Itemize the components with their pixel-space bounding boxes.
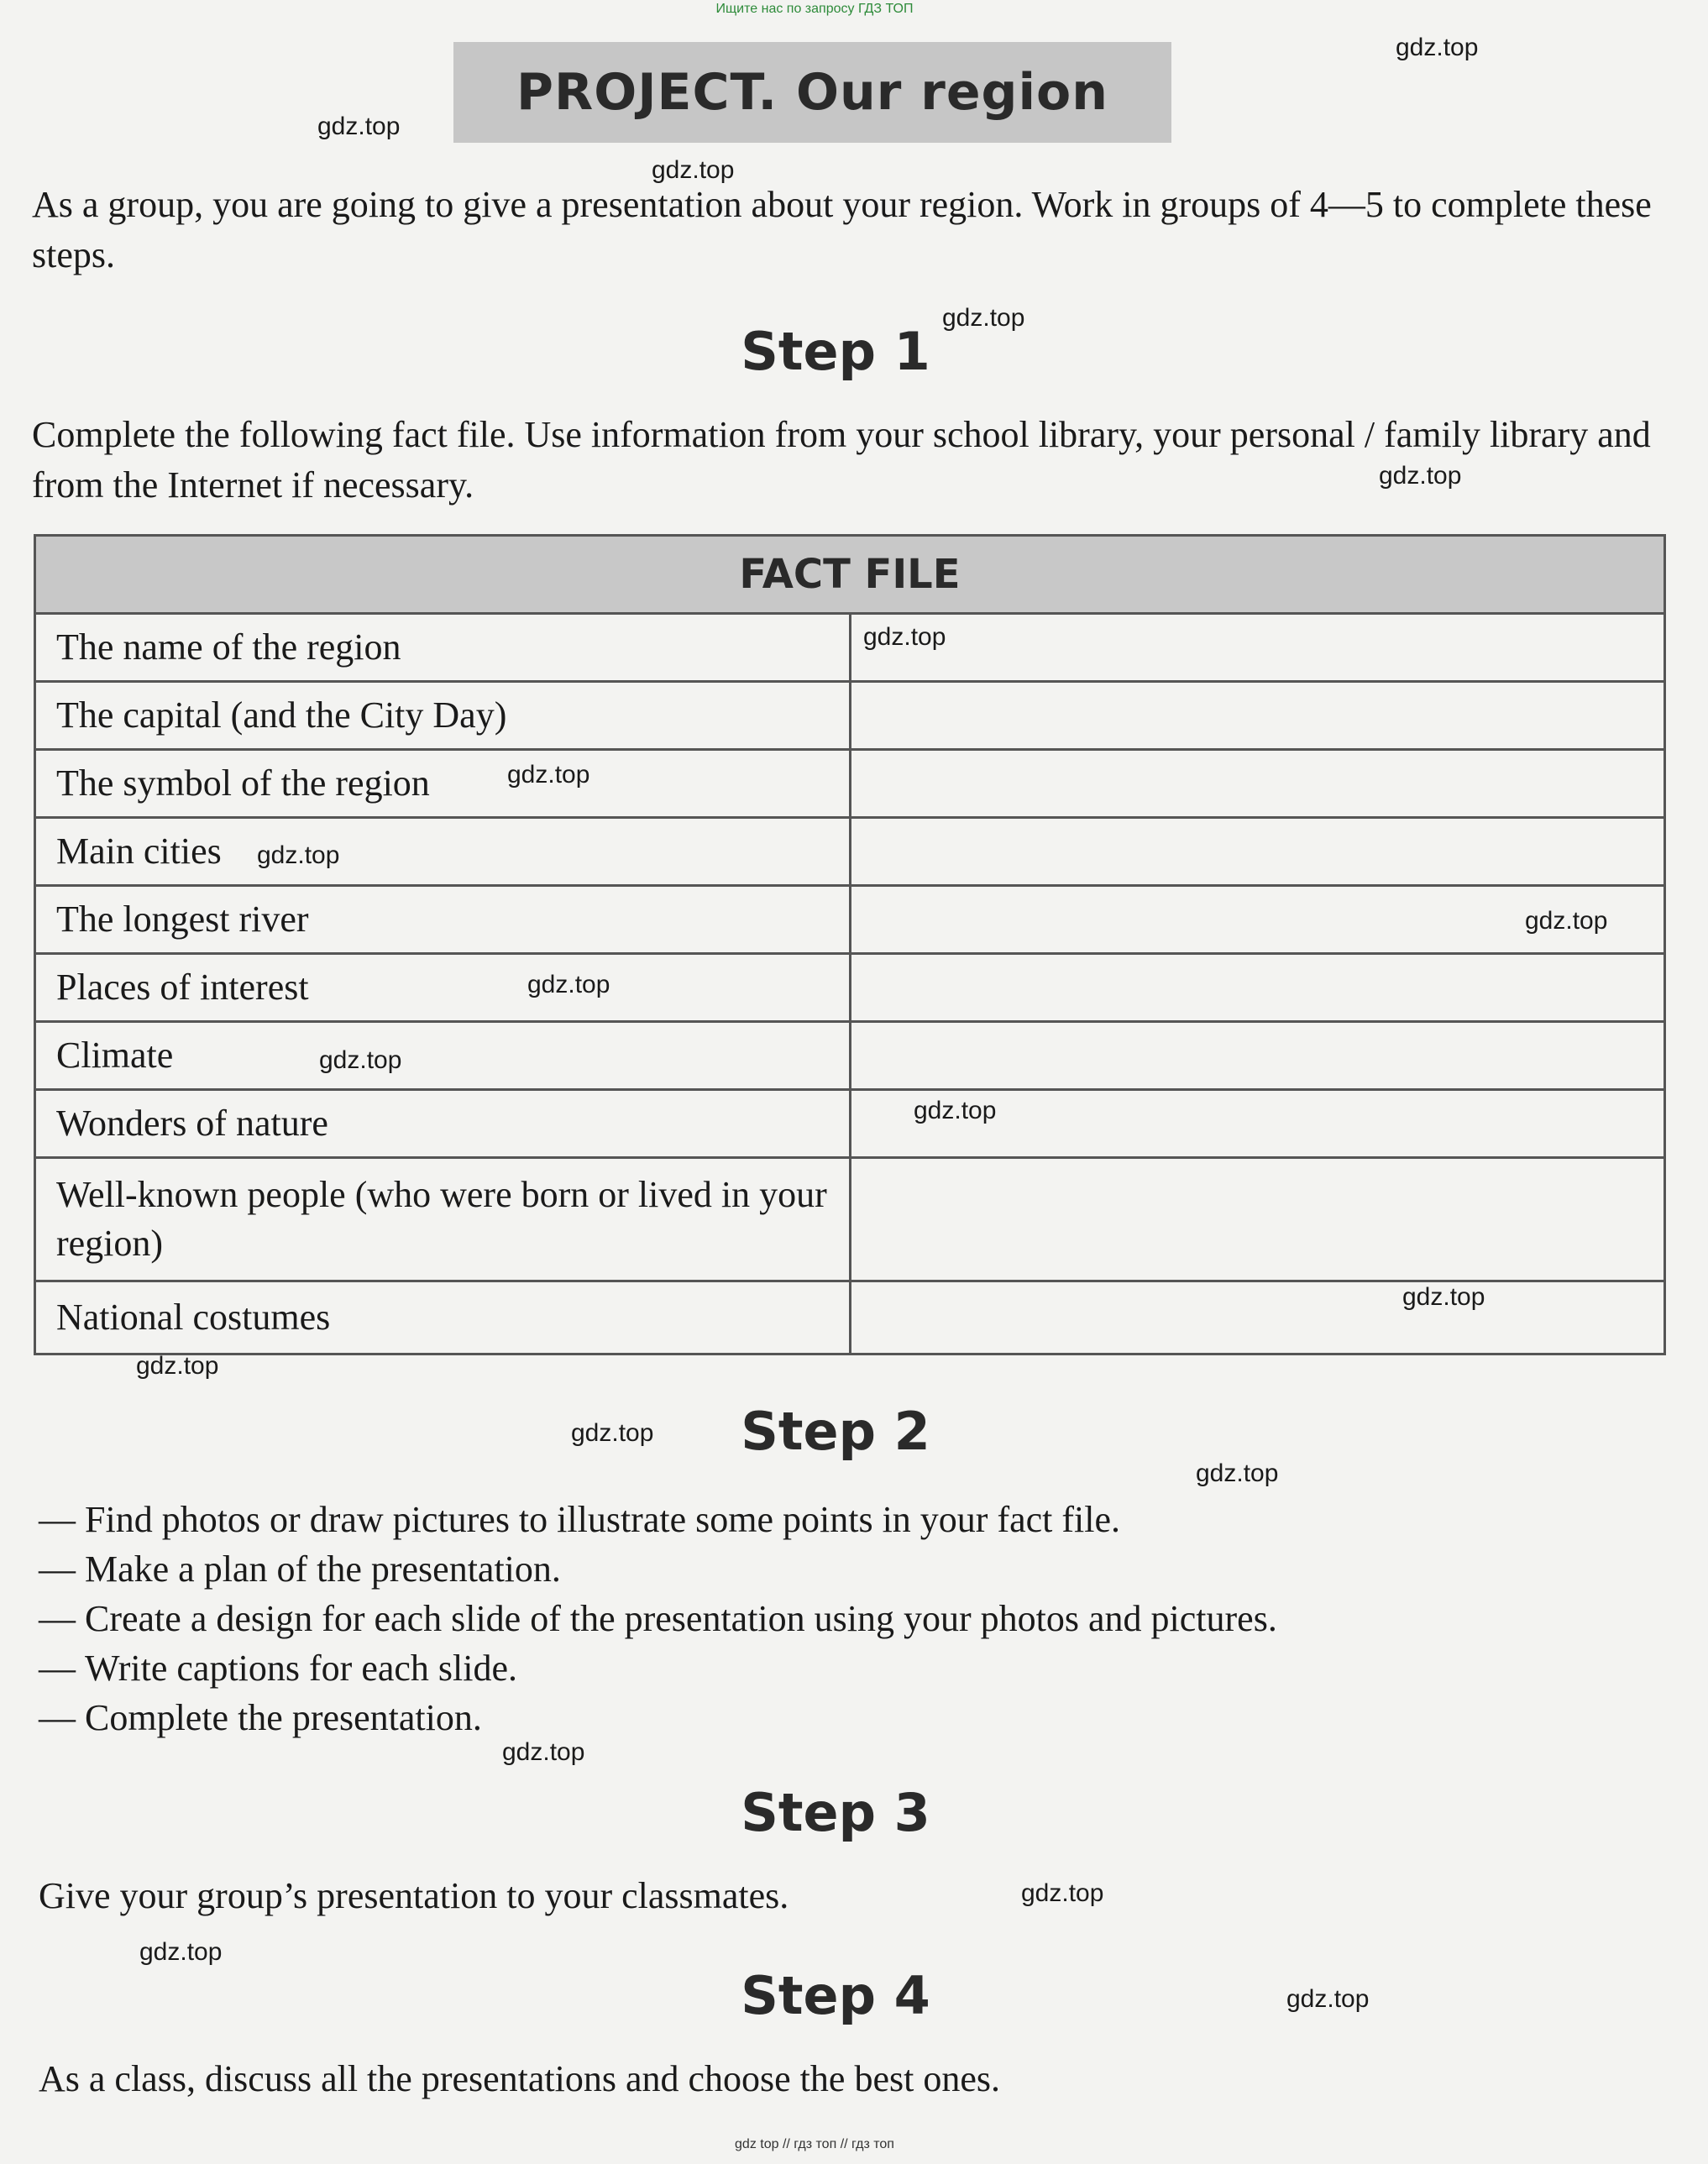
list-item: — Find photos or draw pictures to illustrate some points in your fact file. [39,1495,1634,1544]
watermark: gdz.top [863,623,946,651]
table-row [35,886,1665,954]
table-row [35,954,1665,1022]
fact-row-label: National costumes [35,1281,851,1354]
list-item: — Create a design for each slide of the presentation using your photos and pictures. [39,1594,1634,1643]
watermark: gdz.top [136,1352,219,1380]
fact-row-answer-cell[interactable] [850,954,1665,1022]
watermark: gdz.top [319,1046,402,1074]
watermark: gdz.top [1402,1283,1485,1311]
fact-row-answer-cell[interactable] [850,1158,1665,1281]
step-1-heading: Step 1 [741,321,930,382]
watermark: gdz.top [652,156,735,184]
table-row [35,750,1665,818]
fact-row-label: The name of the region [35,614,851,682]
step-1-text: Complete the following fact file. Use information from your school library, your personal / family library and from the Internet if necessary. [32,414,1651,506]
watermark: gdz.top [317,113,401,140]
list-item: — Complete the presentation. [39,1693,1634,1742]
table-row [35,1090,1665,1158]
table-row [35,614,1665,682]
watermark: gdz.top [942,304,1025,332]
fact-file-header: FACT FILE [35,536,1665,614]
watermark: gdz.top [1396,34,1479,61]
watermark: gdz.top [1021,1879,1104,1907]
list-item: — Make a plan of the presentation. [39,1544,1634,1594]
project-title-banner [453,42,1171,143]
table-row [35,1158,1665,1281]
fact-row-answer-cell[interactable] [850,750,1665,818]
intro-paragraph: As a group, you are going to give a presentation about your region. Work in groups of 4—5 to complete these steps. [32,184,1652,275]
step-4-heading: Step 4 [741,1965,930,2026]
top-banner-text: Ищите нас по запросу ГДЗ ТОП [715,2,914,16]
watermark: gdz.top [502,1738,585,1766]
fact-row-answer-cell[interactable] [850,614,1665,682]
step-2-list [39,1495,1634,1742]
watermark: gdz.top [139,1938,223,1966]
watermark: gdz.top [1379,462,1462,490]
watermark: gdz.top [257,841,340,869]
watermark: gdz.top [571,1419,654,1447]
fact-row-label: The capital (and the City Day) [35,682,851,750]
table-row [35,1022,1665,1090]
fact-row-label: The longest river [35,886,851,954]
watermark: gdz.top [527,971,610,998]
watermark: gdz.top [914,1097,997,1124]
watermark: gdz.top [1525,907,1608,935]
fact-row-label: Climate [35,1022,851,1090]
step-2-heading: Step 2 [741,1401,930,1462]
list-item: — Write captions for each slide. [39,1643,1634,1693]
fact-row-label: Wonders of nature [35,1090,851,1158]
step-4-text: As a class, discuss all the presentations and choose the best ones. [39,2058,1000,2099]
fact-row-label: Well-known people (who were born or lived in your region) [35,1158,851,1281]
watermark: gdz.top [1286,1985,1370,2013]
watermark: gdz.top [507,761,590,789]
table-row [35,682,1665,750]
bottom-banner-text: gdz top // гдз топ // гдз топ [735,2137,894,2151]
fact-row-label: Main cities [35,818,851,886]
fact-file-table [34,534,1666,1355]
watermark: gdz.top [1196,1459,1279,1487]
step-3-text: Give your group’s presentation to your classmates. [39,1875,789,1916]
fact-row-label: Places of interest [35,954,851,1022]
step-3-heading: Step 3 [741,1782,930,1843]
fact-row-answer-cell[interactable] [850,1281,1665,1354]
page-title: PROJECT. Our region [516,63,1108,122]
fact-row-answer-cell[interactable] [850,682,1665,750]
fact-row-label: The symbol of the region [35,750,851,818]
fact-row-answer-cell[interactable] [850,818,1665,886]
fact-row-answer-cell[interactable] [850,1022,1665,1090]
